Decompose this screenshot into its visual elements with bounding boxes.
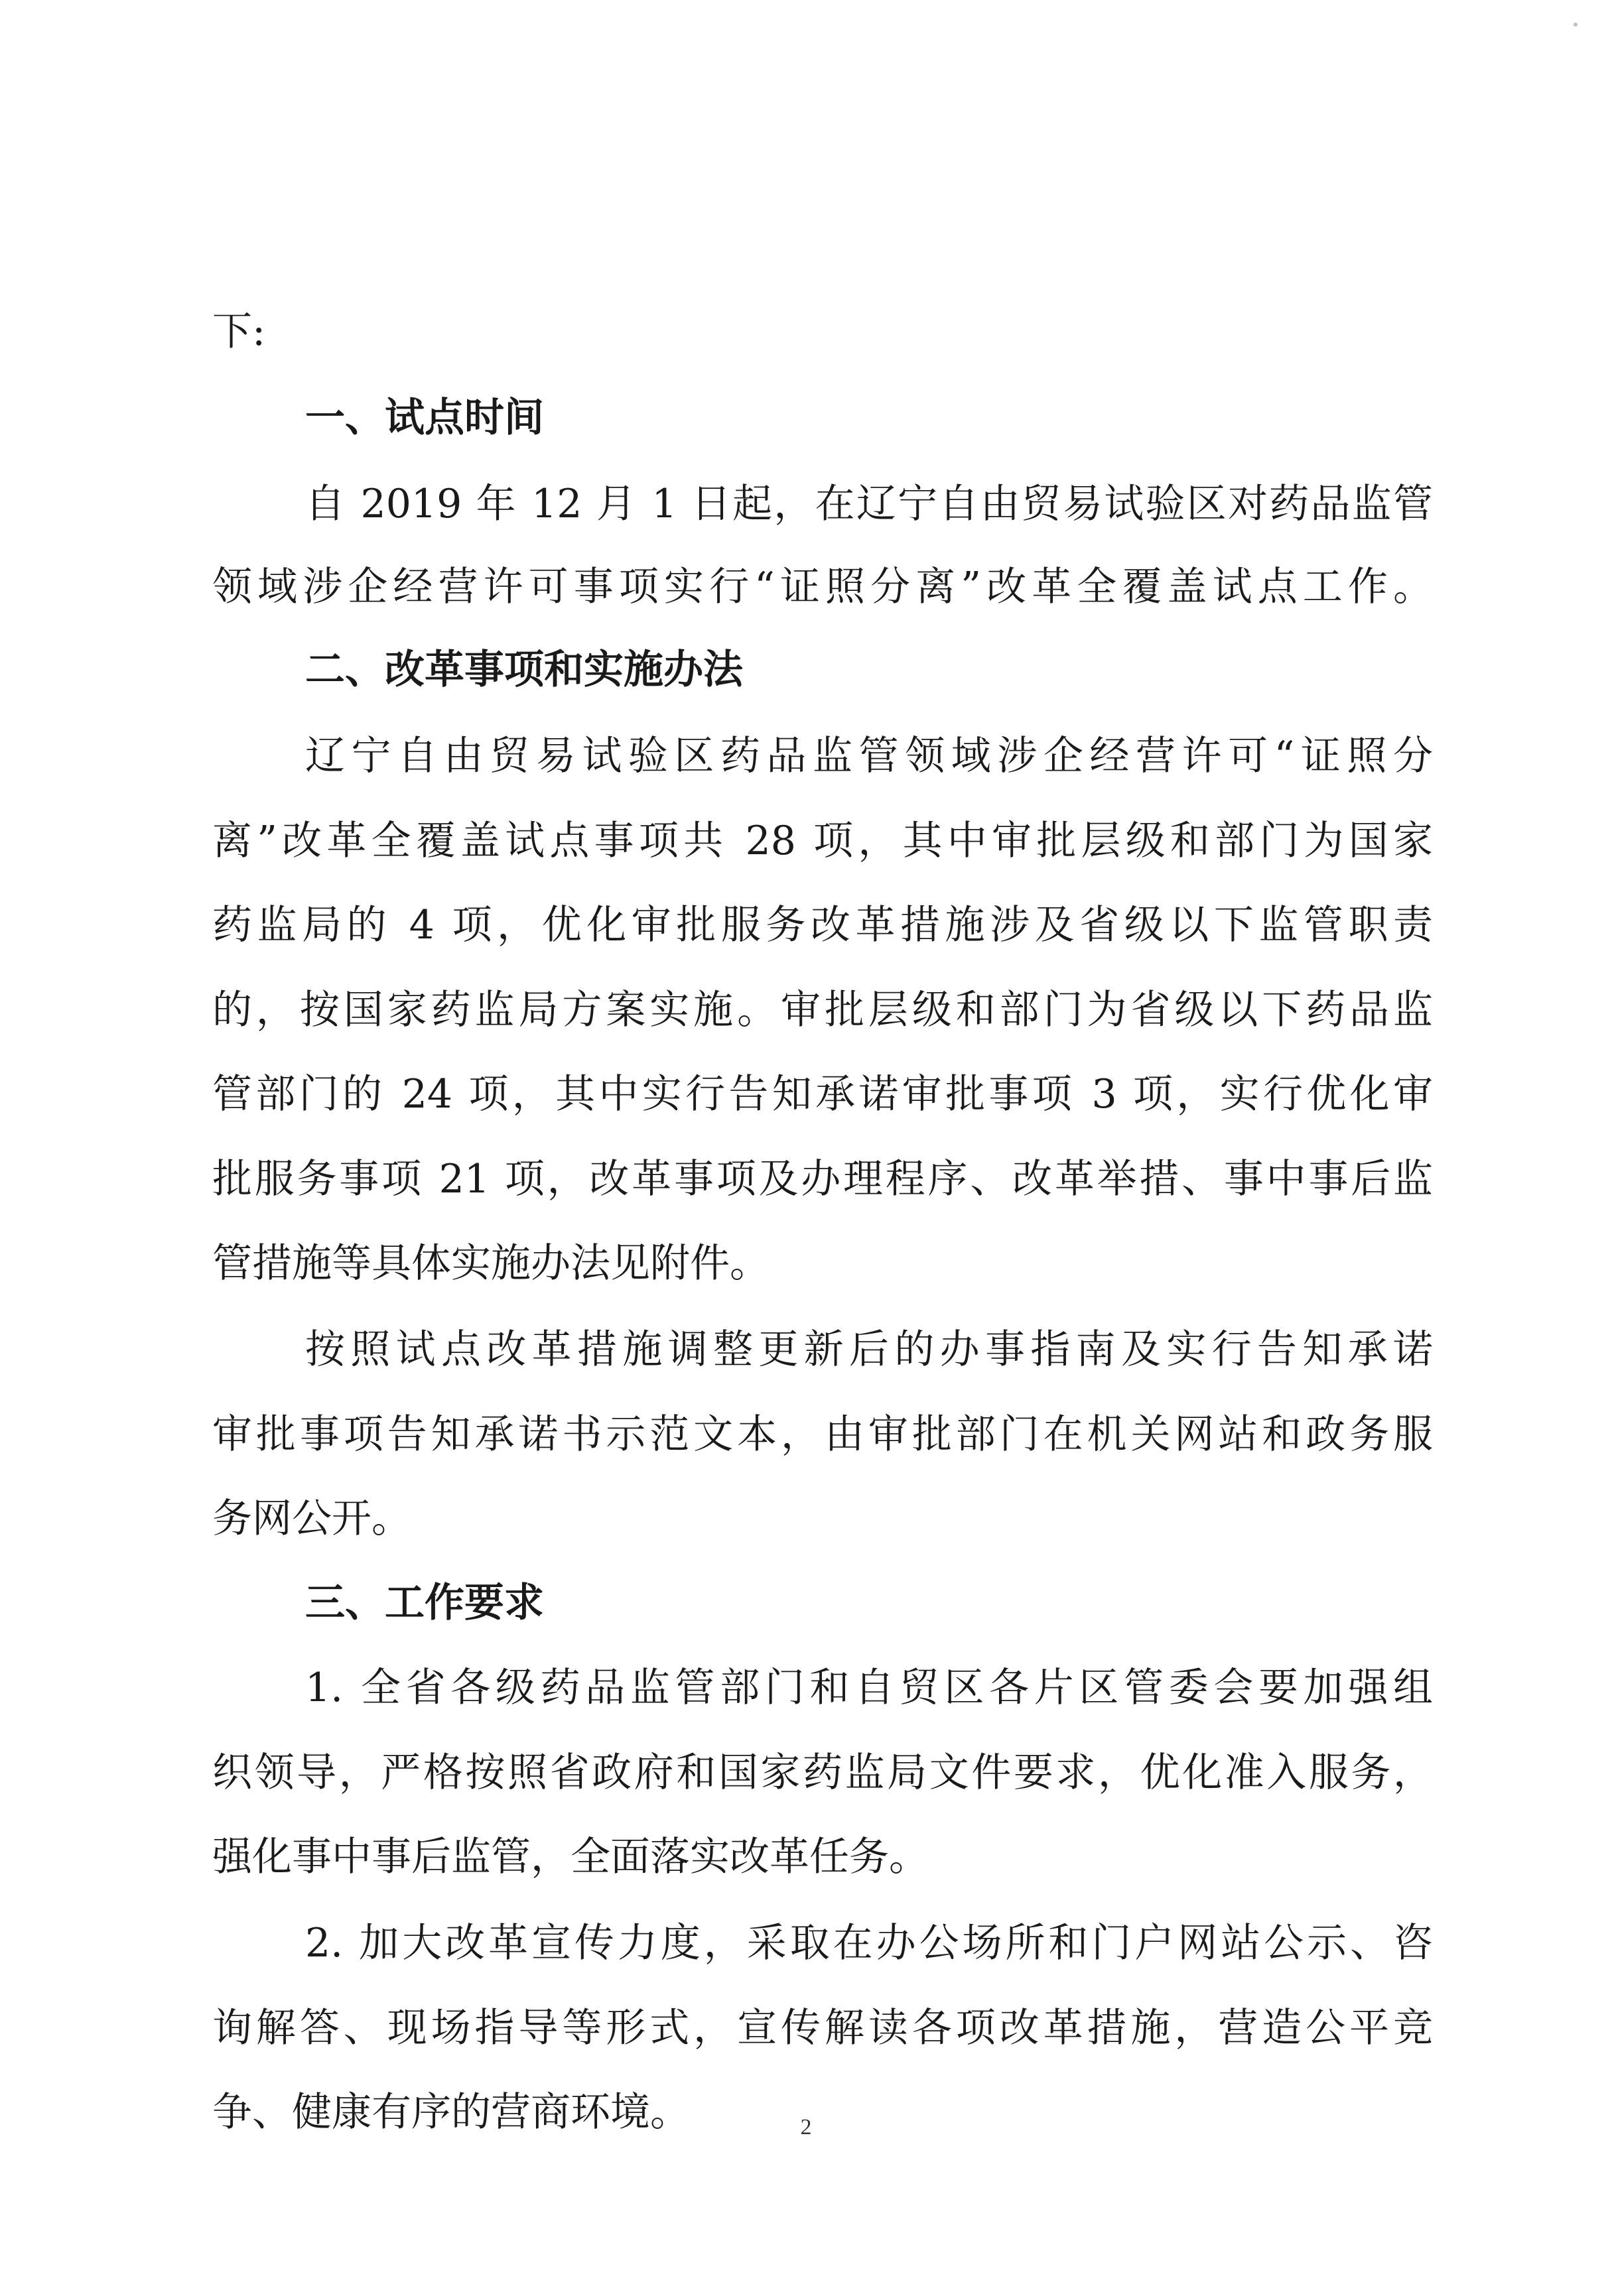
section-heading-2: 二、改革事项和实施办法 xyxy=(305,647,743,693)
paragraph-line: 强化事中事后监管，全面落实改革任务。 xyxy=(212,1834,929,1880)
paragraph-line: 1. 全省各级药品监管部门和自贸区各片区管委会要加强组 xyxy=(305,1665,1433,1711)
paragraph-line: 药监局的 4 项，优化审批服务改革措施涉及省级以下监管职责 xyxy=(212,902,1433,948)
paragraph-line: 辽宁自由贸易试验区药品监管领域涉企经营许可“证照分 xyxy=(305,733,1433,779)
paragraph-line: 批服务事项 21 项，改革事项及办理程序、改革举措、事中事后监 xyxy=(212,1156,1433,1202)
paragraph-line: 领域涉企经营许可事项实行“证照分离”改革全覆盖试点工作。 xyxy=(212,564,1433,610)
paragraph-line: 管部门的 24 项，其中实行告知承诺审批事项 3 项，实行优化审 xyxy=(212,1071,1433,1117)
scan-dot xyxy=(1574,23,1578,27)
section-heading-1: 一、试点时间 xyxy=(305,395,544,441)
paragraph-line: 管措施等具体实施办法见附件。 xyxy=(212,1240,770,1287)
page-number: 2 xyxy=(800,2115,812,2139)
paragraph-line: 务网公开。 xyxy=(212,1496,411,1542)
paragraph-line: 的，按国家药监局方案实施。审批层级和部门为省级以下药品监 xyxy=(212,987,1433,1033)
paragraph-line: 离”改革全覆盖试点事项共 28 项，其中审批层级和部门为国家 xyxy=(212,818,1433,864)
continuation-line: 下: xyxy=(212,308,266,355)
paragraph-line: 2. 加大改革宣传力度，采取在办公场所和门户网站公示、咨 xyxy=(305,1920,1433,1966)
paragraph-line: 自 2019 年 12 月 1 日起，在辽宁自由贸易试验区对药品监管 xyxy=(305,481,1433,527)
section-heading-3: 三、工作要求 xyxy=(305,1580,544,1626)
paragraph-line: 按照试点改革措施调整更新后的办事指南及实行告知承诺 xyxy=(305,1326,1433,1373)
paragraph-line: 审批事项告知承诺书示范文本，由审批部门在机关网站和政务服 xyxy=(212,1411,1433,1458)
paragraph-line: 织领导，严格按照省政府和国家药监局文件要求，优化准入服务， xyxy=(212,1750,1433,1796)
paragraph-line: 争、健康有序的营商环境。 xyxy=(212,2089,690,2136)
paragraph-line: 询解答、现场指导等形式，宣传解读各项改革措施，营造公平竞 xyxy=(212,2005,1433,2051)
